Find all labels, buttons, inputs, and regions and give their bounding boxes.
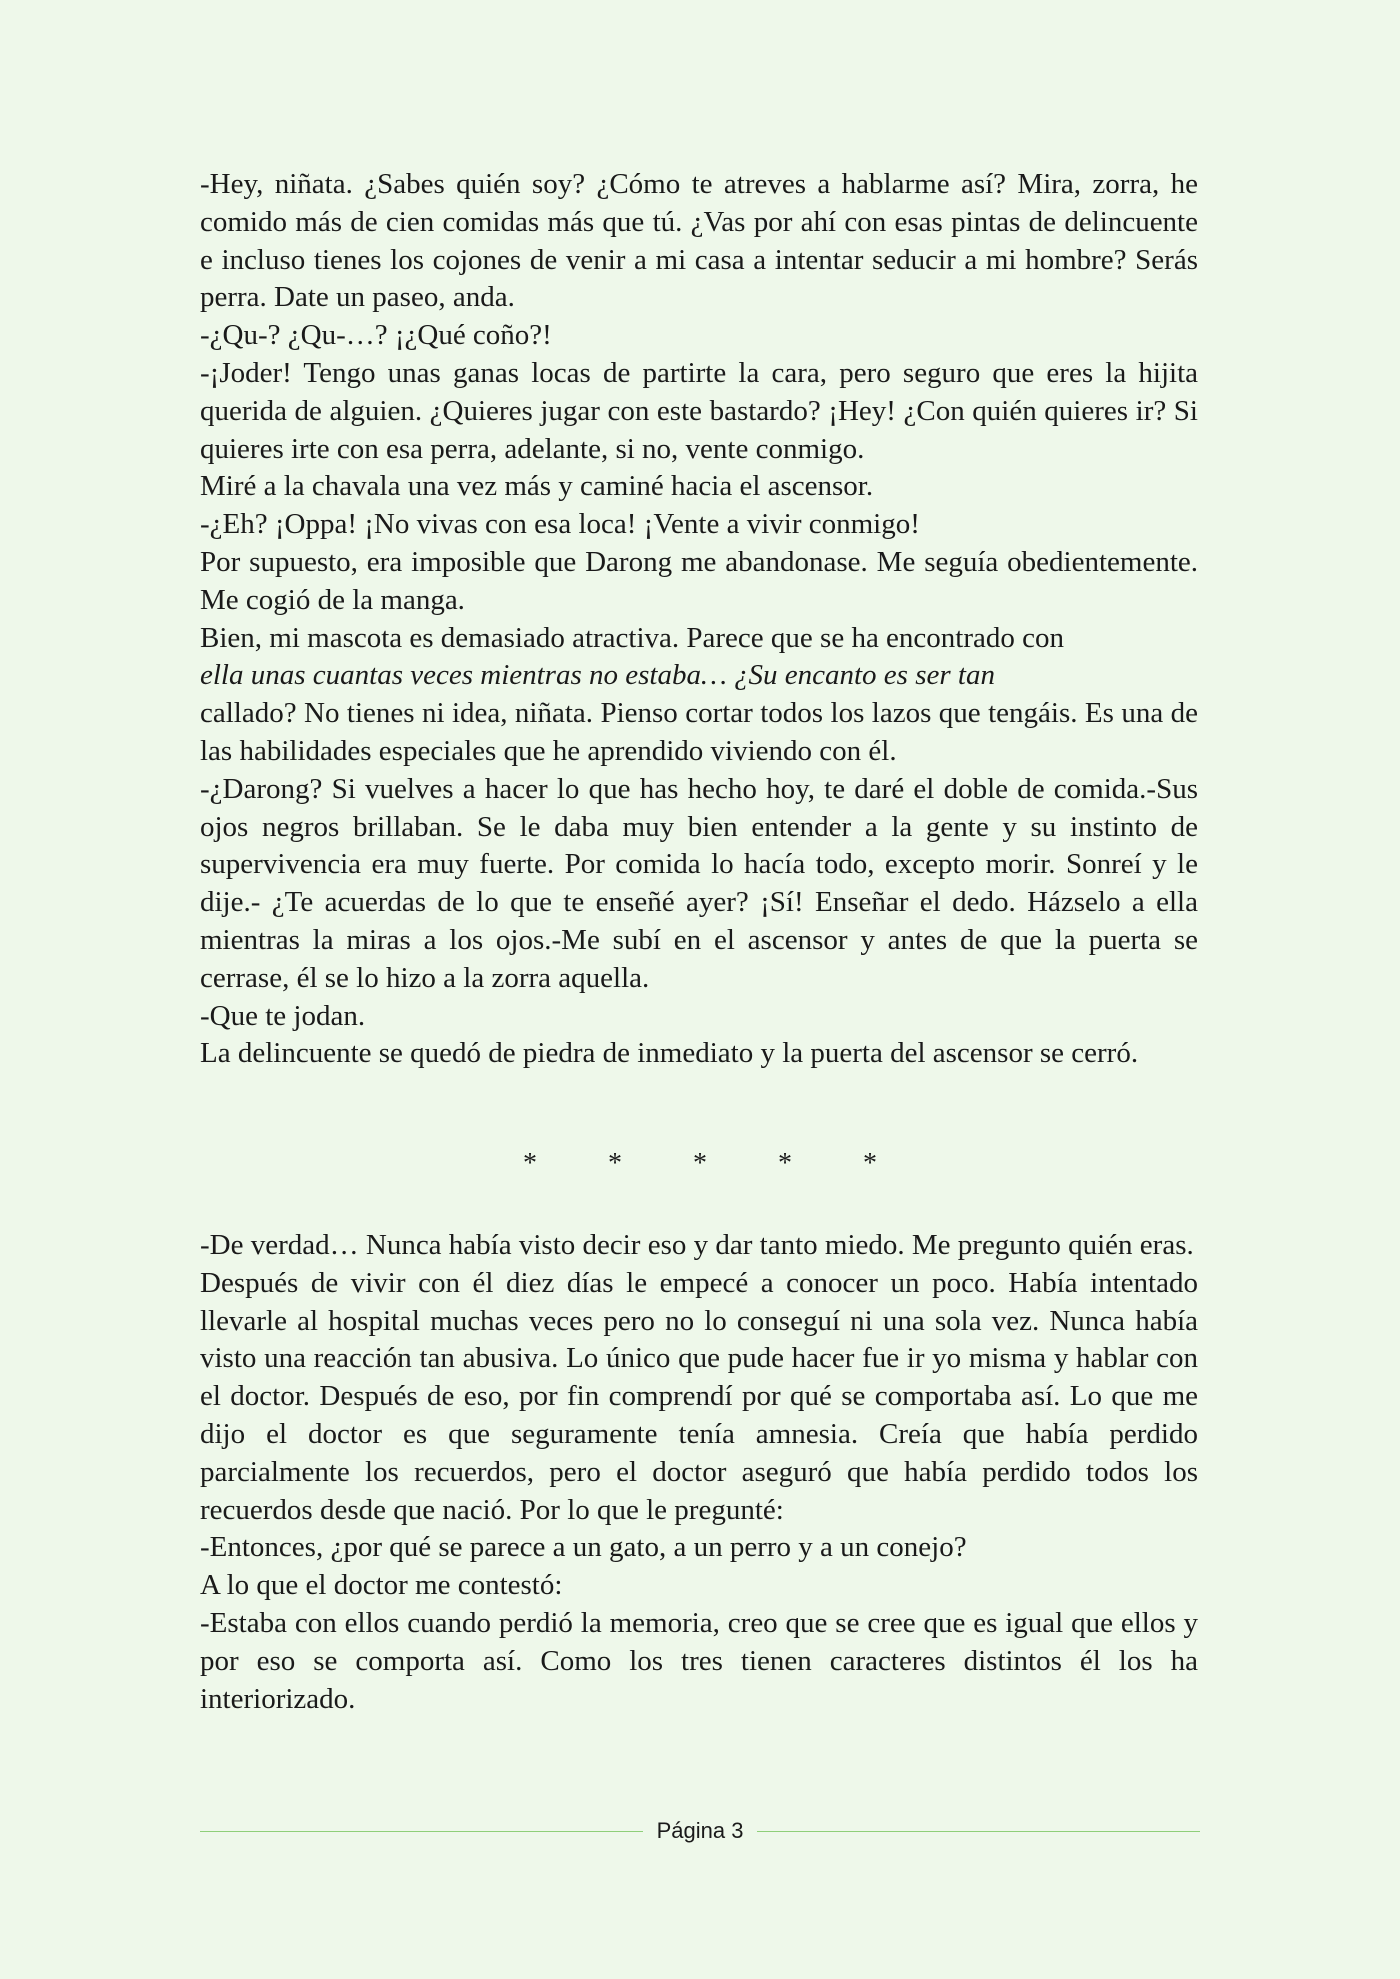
- separator-asterisk: *: [608, 1148, 622, 1179]
- paragraph: Bien, mi mascota es demasiado atractiva. Parece que se ha encontrado con: [200, 621, 1065, 654]
- text-section-2: [200, 1227, 1198, 1718]
- paragraph: Miré a la chavala una vez más y caminé hacia el ascensor.: [200, 470, 874, 503]
- separator-asterisk: *: [523, 1148, 537, 1179]
- paragraph: -De verdad… Nunca había visto decir eso y dar tanto miedo. Me pregunto quién eras.: [200, 1229, 1194, 1261]
- separator-asterisk: *: [693, 1148, 707, 1179]
- paragraph: La delincuente se quedó de piedra de inmediato y la puerta del ascensor se cerró.: [200, 1037, 1139, 1070]
- paragraph: -¡Joder! Tengo unas ganas locas de partirte la cara, pero seguro que eres la hijita querida de alguien. ¿Quieres jugar con este bastardo? ¡Hey! ¿Con quién quieres ir? Si quieres irte con esa perra, adelante, si no, vente conmigo.: [200, 356, 1198, 465]
- paragraph: -Estaba con ellos cuando perdió la memoria, creo que se cree que es igual que ellos y por eso se comporta así. Como los tres tienen caracteres distintos él los ha interiorizado.: [200, 1606, 1198, 1715]
- paragraph: -¿Darong? Si vuelves a hacer lo que has hecho hoy, te daré el doble de comida.-Sus ojos negros brillaban. Se le daba muy bien entender a la gente y su instinto de supervivencia era muy fuerte. Por comida lo hacía todo, excepto morir. Sonreí y le dije.- ¿Te acuerdas de lo que te enseñé ayer? ¡Sí! Enseñar el dedo. Házselo a ella mientras la miras a los ojos.-Me subí en el ascensor y antes de que la puerta se cerrase, él se lo hizo a la zorra aquella.: [200, 772, 1198, 994]
- page-footer: [200, 1816, 1200, 1846]
- paragraph: Después de vivir con él diez días le empecé a conocer un poco. Había intentado llevarle al hospital muchas veces pero no lo conseguí ni una sola vez. Nunca había visto una reacción tan abusiva. Lo único que pude hacer fue ir yo misma y hablar con el doctor. Después de eso, por fin comprendí por qué se comportaba así. Lo que me dijo el doctor es que seguramente tenía amnesia. Creía que había perdido parcialmente los recuerdos, pero el doctor aseguró que había perdido todos los recuerdos desde que nació. Por lo que le pregunté:: [200, 1266, 1198, 1526]
- paragraph: -¿Eh? ¡Oppa! ¡No vivas con esa loca! ¡Vente a vivir conmigo!: [200, 508, 920, 541]
- paragraph: -Que te jodan.: [200, 999, 366, 1032]
- footer-rule-right: [757, 1831, 1200, 1832]
- page-number: Página 3: [656, 1818, 744, 1843]
- paragraph: callado? No tienes ni idea, niñata. Pienso cortar todos los lazos que tengáis. Es una de las habilidades especiales que he aprendido viviendo con él.: [200, 697, 1198, 767]
- separator-asterisk: *: [863, 1148, 877, 1179]
- separator-asterisk: *: [778, 1148, 792, 1179]
- italic-line: ella unas cuantas veces mientras no estaba… ¿Su encanto es ser tan: [200, 659, 995, 692]
- paragraph: Por supuesto, era imposible que Darong me abandonase. Me seguía obedientemente. Me cogió de la manga.: [200, 545, 1198, 616]
- paragraph: -Hey, niñata. ¿Sabes quién soy? ¿Cómo te atreves a hablarme así? Mira, zorra, he comido más de cien comidas más que tú. ¿Vas por ahí con esas pintas de delincuente e incluso tienes los cojones de venir a mi casa a intentar seducir a mi hombre? Serás perra. Date un paseo, anda.: [200, 168, 1198, 314]
- paragraph: A lo que el doctor me contestó:: [200, 1569, 563, 1602]
- footer-rule-left: [200, 1831, 643, 1832]
- section-separator: [520, 1148, 880, 1180]
- paragraph: -Entonces, ¿por qué se parece a un gato, a un perro y a un conejo?: [200, 1531, 967, 1564]
- text-section-1: [200, 166, 1198, 1073]
- paragraph: -¿Qu-? ¿Qu-…? ¡¿Qué coño?!: [200, 319, 552, 352]
